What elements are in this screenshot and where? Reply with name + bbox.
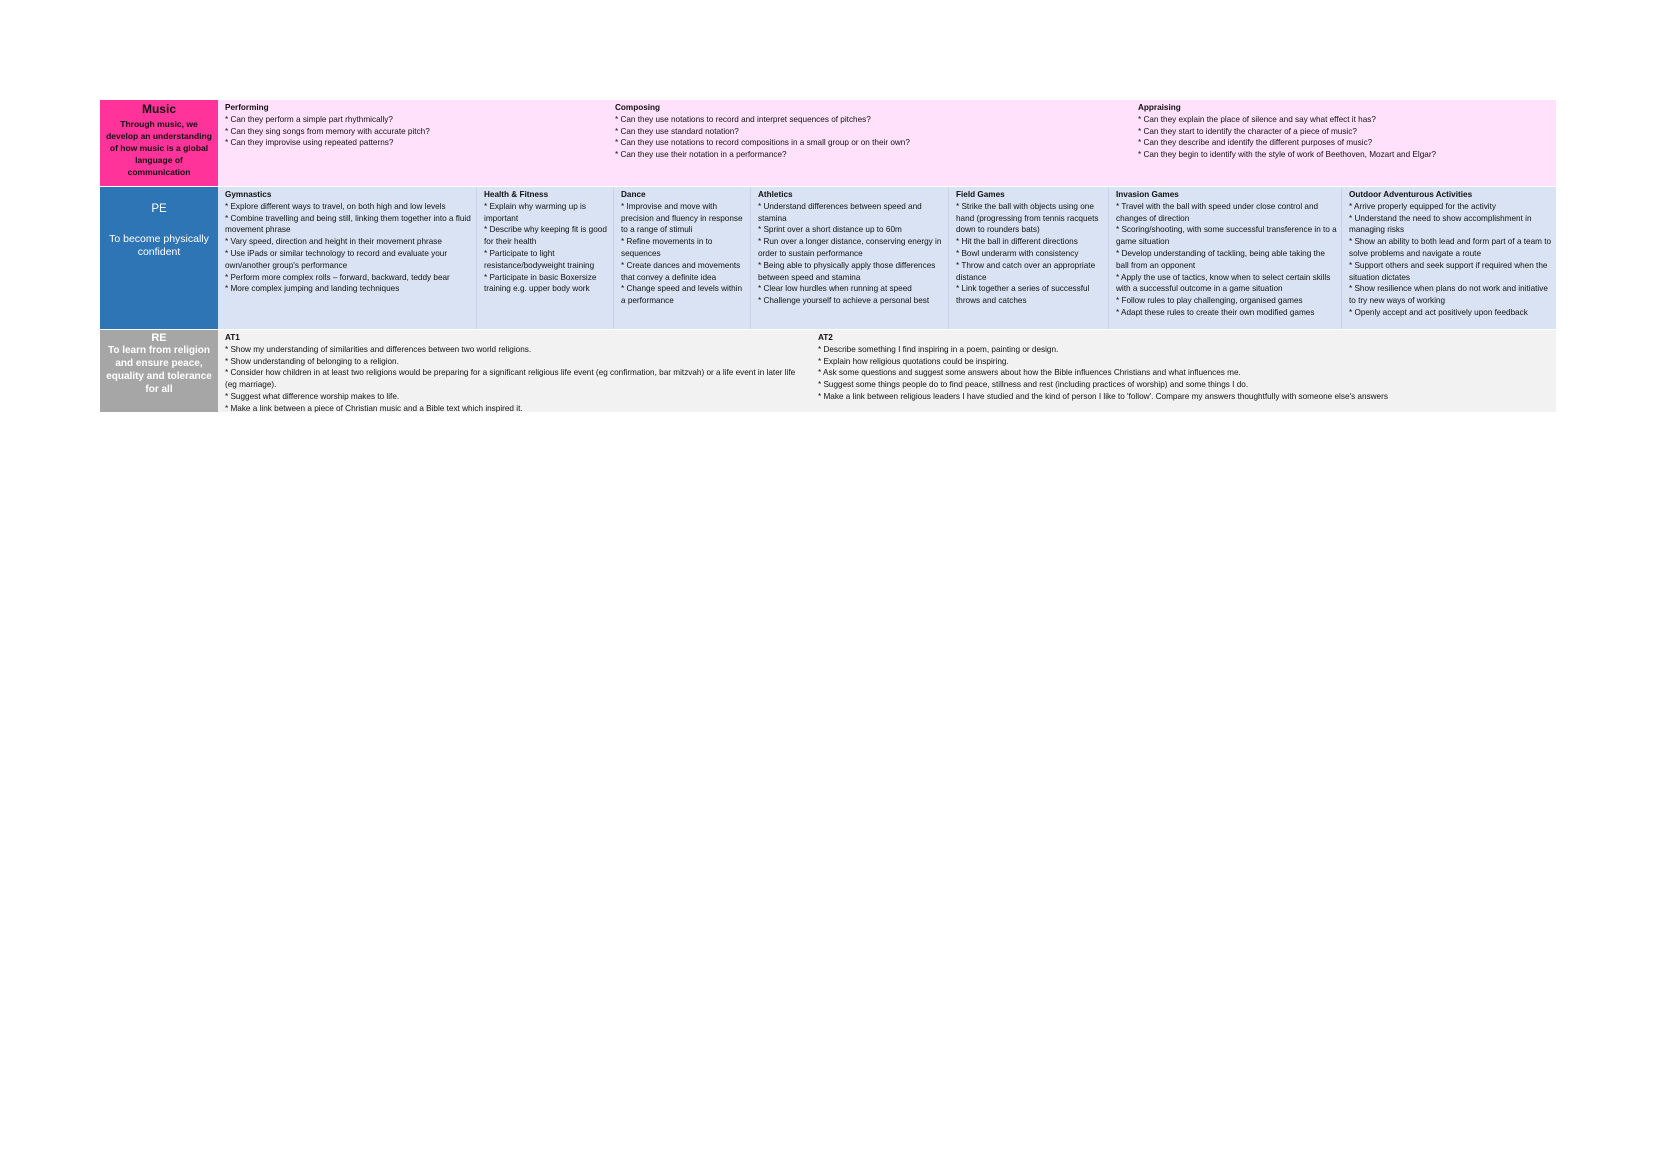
list-item: * Explore different ways to travel, on both high and low levels [225, 201, 446, 211]
re-at2-cell [811, 330, 1556, 412]
list-item: * Show my understanding of similarities and differences between two world religions. [225, 344, 532, 354]
re-cells [218, 330, 1556, 412]
list-item: * Throw and catch over an appropriate distance [956, 260, 1096, 282]
list-item: * Use iPads or similar technology to record and evaluate your own/another group's performance [225, 248, 448, 270]
list-item: * Bowl underarm with consistency [956, 248, 1079, 258]
pe-aim: To become physically confident [109, 233, 209, 258]
list-item: * Sprint over a short distance up to 60m [758, 225, 902, 235]
list-item: * Adapt these rules to create their own modified games [1116, 307, 1315, 317]
list-item: * Show an ability to both lead and form part of a team to solve problems and navigate a route [1349, 237, 1552, 258]
re-subject: RE [151, 332, 167, 344]
list-item: * Clear low hurdles when running at speed [758, 284, 912, 294]
music-performing-cell [218, 100, 608, 186]
list-item: * Being able to physically apply those differences between speed and stamina [758, 260, 936, 282]
list-item: * Can they improvise using repeated patterns? [225, 138, 394, 148]
list-item: * Can they perform a simple part rhythmically? [225, 114, 393, 124]
list-item: * Apply the use of tactics, know when to select certain skills with a successful outcome in a game situation [1116, 272, 1331, 294]
list-item: * Strike the ball with objects using one hand (progressing from tennis racquets down to rounders bats) [956, 201, 1099, 235]
pe-outdoor-activities-cell [1342, 187, 1556, 329]
list-item: * Make a link between religious leaders I have studied and the kind of person I like to 'follow'. Compare my answers thoughtfully with someone else's answers [818, 391, 1388, 401]
re-label-cell [100, 330, 218, 412]
list-item: * Explain why warming up is important [484, 201, 586, 223]
re-at1-cell [218, 330, 811, 412]
list-item: * Arrive properly equipped for the activity [1349, 201, 1496, 211]
list-item: * Run over a longer distance, conserving energy in order to sustain performance [758, 237, 942, 258]
list-item: * Develop understanding of tackling, being able taking the ball from an opponent [1116, 248, 1325, 270]
list-item: * Can they describe and identify the different purposes of music? [1138, 138, 1373, 148]
music-composing-heading: Composing [615, 103, 661, 112]
list-item: * Perform more complex rolls – forward, backward, teddy bear [225, 272, 450, 282]
list-item: * Suggest some things people do to find peace, stillness and rest (including practices of worship) and some things I do. [818, 380, 1249, 390]
music-appraising-heading: Appraising [1138, 103, 1181, 112]
list-item: * Describe why keeping fit is good for their health [484, 225, 607, 247]
list-item: * Can they begin to identify with the style of work of Beethoven, Mozart and Elgar? [1138, 150, 1437, 160]
list-item: * Describe something I find inspiring in a poem, painting or design. [818, 344, 1059, 354]
curriculum-table [100, 100, 1556, 413]
list-item: * Can they sing songs from memory with accurate pitch? [225, 126, 430, 136]
pe-row [100, 187, 1556, 330]
list-item: * Support others and seek support if required when the situation dictates [1349, 260, 1548, 282]
list-item: * More complex jumping and landing techniques [225, 284, 400, 294]
list-item: * Understand differences between speed and stamina [758, 201, 922, 223]
pe-invasion-games-heading: Invasion Games [1116, 190, 1179, 199]
pe-outdoor-activities-heading: Outdoor Adventurous Activities [1349, 190, 1473, 199]
list-item: * Can they use their notation in a performance? [615, 150, 787, 160]
list-item: * Link together a series of successful throws and catches [956, 284, 1090, 306]
pe-dance-cell [614, 187, 751, 329]
list-item: * Understand the need to show accomplishment in managing risks [1349, 213, 1532, 235]
list-item: * Change speed and levels within a performance [621, 284, 743, 306]
list-item: * Can they explain the place of silence and say what effect it has? [1138, 114, 1376, 124]
pe-health-fitness-heading: Health & Fitness [484, 190, 549, 199]
pe-field-games-cell [949, 187, 1109, 329]
list-item: * Follow rules to play challenging, organised games [1116, 296, 1303, 306]
list-item: * Combine travelling and being still, linking them together into a fluid movement phrase [225, 213, 471, 235]
list-item: * Suggest what difference worship makes to life. [225, 391, 400, 401]
music-appraising-cell [1131, 100, 1556, 186]
list-item: * Improvise and move with precision and fluency in response to a range of stimuli [621, 201, 743, 235]
list-item: * Vary speed, direction and height in their movement phrase [225, 237, 442, 247]
list-item: * Challenge yourself to achieve a personal best [758, 296, 930, 306]
music-row [100, 100, 1556, 187]
music-cells [218, 100, 1556, 186]
list-item: * Refine movements in to sequences [621, 237, 713, 258]
music-performing-heading: Performing [225, 103, 269, 112]
list-item: * Participate to light resistance/bodyweight training [484, 248, 595, 270]
re-at1-heading: AT1 [225, 333, 240, 342]
re-row [100, 330, 1556, 413]
pe-label-cell [100, 187, 218, 329]
list-item: * Create dances and movements that convey a definite idea [621, 260, 741, 282]
re-aim: To learn from religion and ensure peace, equality and tolerance for all [106, 345, 212, 395]
list-item: * Show understanding of belonging to a religion. [225, 356, 399, 366]
pe-gymnastics-heading: Gymnastics [225, 190, 272, 199]
list-item: * Explain how religious quotations could be inspiring. [818, 356, 1009, 366]
pe-invasion-games-cell [1109, 187, 1342, 329]
list-item: * Ask some questions and suggest some answers about how the Bible influences Christians and what influences me. [818, 368, 1241, 378]
pe-cells [218, 187, 1556, 329]
list-item: * Can they start to identify the character of a piece of music? [1138, 126, 1357, 136]
pe-dance-heading: Dance [621, 190, 646, 199]
list-item: * Hit the ball in different directions [956, 237, 1078, 247]
list-item: * Show resilience when plans do not work and initiative to try new ways of working [1349, 284, 1548, 306]
music-aim: Through music, we develop an understanding of how music is a global language of communication [106, 119, 212, 177]
pe-athletics-cell [751, 187, 949, 329]
list-item: * Scoring/shooting, with some successful transference in to a game situation [1116, 225, 1337, 247]
list-item: * Participate in basic Boxersize training e.g. upper body work [484, 272, 597, 294]
pe-field-games-heading: Field Games [956, 190, 1005, 199]
list-item: * Make a link between a piece of Christian music and a Bible text which inspired it. [225, 403, 523, 413]
list-item: * Openly accept and act positively upon feedback [1349, 307, 1528, 317]
pe-health-fitness-cell [477, 187, 614, 329]
music-composing-cell [608, 100, 1131, 186]
list-item: * Can they use notations to record compositions in a small group or on their own? [615, 138, 910, 148]
list-item: * Can they use notations to record and interpret sequences of pitches? [615, 114, 871, 124]
re-at2-heading: AT2 [818, 333, 833, 342]
music-label-cell [100, 100, 218, 186]
pe-subject: PE [151, 203, 167, 215]
music-subject: Music [141, 102, 176, 116]
pe-gymnastics-cell [218, 187, 477, 329]
pe-athletics-heading: Athletics [758, 190, 793, 199]
list-item: * Consider how children in at least two religions would be preparing for a significant religious life event (eg confirmation, bar mitzvah) or a life event in later life (eg marriage). [225, 368, 796, 390]
list-item: * Travel with the ball with speed under close control and changes of direction [1116, 201, 1319, 223]
list-item: * Can they use standard notation? [615, 126, 739, 136]
